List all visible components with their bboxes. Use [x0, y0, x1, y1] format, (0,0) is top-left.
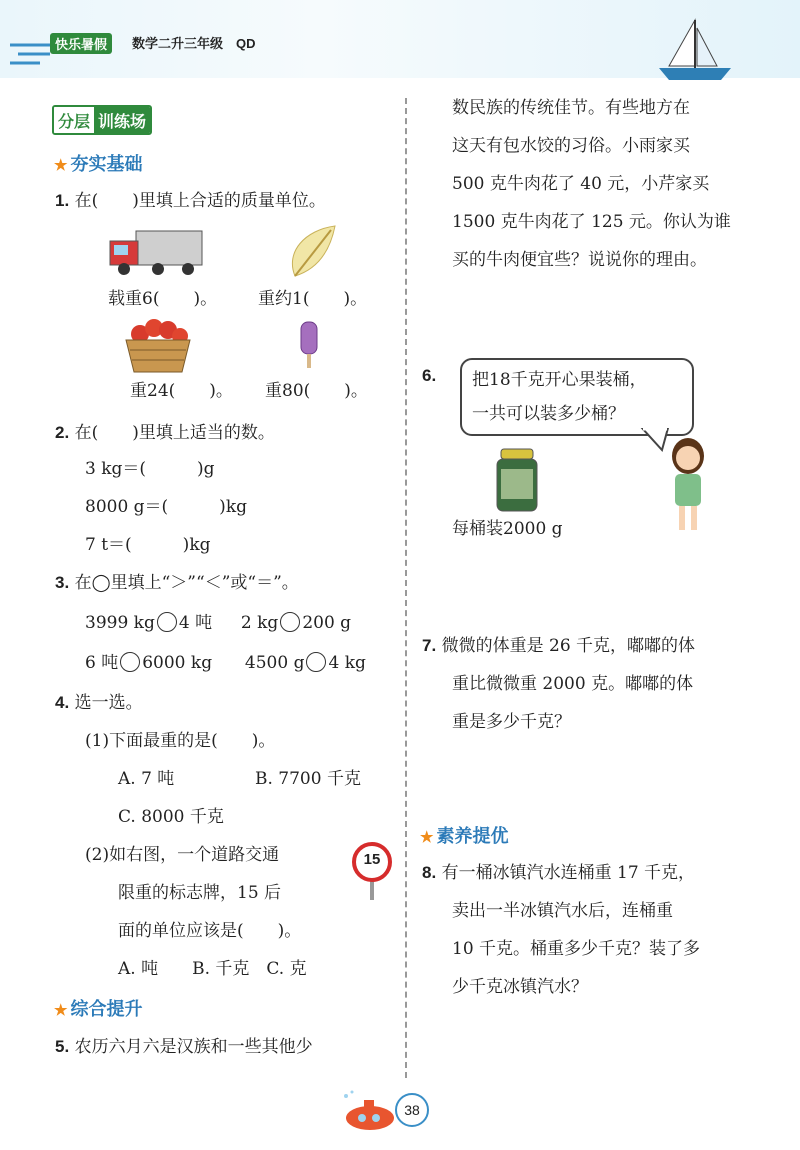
- q3-row-2: [85, 652, 366, 674]
- answer-circle[interactable]: [306, 652, 326, 672]
- question-number: 1.: [55, 191, 70, 210]
- girl-icon: [665, 436, 711, 536]
- column-divider: [405, 98, 407, 1078]
- q4-part-2-line-1: (2)如右图，一个道路交通: [85, 845, 280, 865]
- q2-line-1: 3 kg＝( )g: [85, 459, 215, 479]
- popsicle-icon: [297, 320, 321, 370]
- q2-line-2: 8000 g＝( )kg: [85, 497, 247, 517]
- bubble-line-2: 一共可以装多少桶？: [472, 404, 625, 424]
- q7-line-3: 重是多少千克？: [452, 712, 571, 732]
- question-number: 4.: [55, 693, 70, 712]
- section-badge: [52, 105, 152, 135]
- question-2: [55, 422, 275, 444]
- q3-left-value: 4500 g: [244, 653, 305, 673]
- star-icon: ★: [420, 829, 434, 846]
- q3-right-value: 6000 kg: [142, 653, 213, 673]
- nut-jar-icon: [495, 447, 539, 513]
- q4-part-1: (1)下面最重的是( )。: [85, 731, 276, 751]
- question-number: 7.: [422, 636, 437, 655]
- question-number: 3.: [55, 573, 70, 592]
- section-title-text: 综合提升: [70, 999, 143, 1019]
- badge-part-1: 分层: [54, 107, 94, 133]
- star-icon: ★: [54, 1002, 68, 1019]
- sailboat-icon: [655, 18, 735, 83]
- section-title-text: 夯实基础: [70, 154, 143, 174]
- q2-line-3: 7 t＝( )kg: [85, 535, 211, 555]
- question-text: 在( )里填上适当的数。: [74, 423, 275, 443]
- q1-item-c: 重24( )。: [130, 381, 233, 401]
- badge-part-2: 训练场: [94, 107, 150, 133]
- question-number: 8.: [422, 863, 437, 882]
- q1-item-b: 重约1( )。: [258, 289, 368, 309]
- q4-option-a: A. 7 吨: [118, 769, 175, 789]
- q5-line-4: 1500 克牛肉花了 125 元。你认为谁: [452, 212, 731, 232]
- q1-item-a: 载重6( )。: [108, 289, 218, 309]
- question-text: 选一选。: [74, 693, 143, 713]
- feather-icon: [285, 222, 341, 280]
- q4-part-2-options: A. 吨 B. 千克 C. 克: [118, 959, 307, 979]
- star-icon: ★: [54, 157, 68, 174]
- q3-left-value: 3999 kg: [85, 613, 155, 633]
- header-decoration: [10, 40, 50, 70]
- q4-part-2-line-2: 限重的标志牌，15 后: [118, 883, 282, 903]
- submarine-icon: [340, 1090, 400, 1134]
- section-title-excellence: [420, 822, 508, 848]
- bubble-line-1: 把18千克开心果装桶，: [472, 370, 647, 390]
- q1-item-d: 重80( )。: [265, 381, 368, 401]
- q8-line-2: 卖出一半冰镇汽水后，连桶重: [452, 901, 673, 921]
- q5-line-1: 数民族的传统佳节。有些地方在: [452, 98, 690, 118]
- q8-line-3: 10 千克。桶重多少千克？装了多: [452, 939, 701, 959]
- q8-line-4: 少千克冰镇汽水？: [452, 977, 588, 997]
- section-title-basic: [54, 150, 142, 176]
- q3-right-value: 4 吨: [178, 613, 213, 633]
- q3-row-1: [85, 612, 351, 634]
- q3-left-value: 2 kg: [240, 613, 279, 633]
- q5-line-5: 买的牛肉便宜些？说说你的理由。: [452, 250, 707, 270]
- q5-line-2: 这天有包水饺的习俗。小雨家买: [452, 136, 690, 156]
- jar-caption: 每桶装2000 g: [452, 519, 563, 539]
- apple-basket-icon: [124, 316, 192, 374]
- question-3: [55, 572, 299, 594]
- question-text-line: 农历六月六是汉族和一些其他少: [74, 1037, 313, 1057]
- book-subtitle: 数学二升三年级 QD: [132, 36, 256, 51]
- question-text-line: 微微的体重是 26 千克，嘟嘟的体: [441, 636, 696, 656]
- answer-circle[interactable]: [157, 612, 177, 632]
- question-5: [55, 1036, 313, 1058]
- section-title-text: 素养提优: [436, 826, 509, 846]
- q3-right-value: 4 kg: [328, 653, 366, 673]
- truck-icon: [108, 227, 204, 279]
- q3-left-value: 6 吨: [85, 653, 119, 673]
- q7-line-2: 重比微微重 2000 克。嘟嘟的体: [452, 674, 694, 694]
- question-text: 在( )里填上合适的质量单位。: [74, 191, 326, 211]
- question-7: [422, 635, 695, 657]
- book-series-tag: 快乐暑假: [50, 33, 112, 54]
- sign-number: 15: [363, 851, 381, 868]
- question-text: 在◯里填上“＞”“＜”或“＝”。: [74, 573, 299, 593]
- q4-option-b: B. 7700 千克: [255, 769, 361, 789]
- q4-part-2-line-3: 面的单位应该是( )。: [118, 921, 302, 941]
- question-4: [55, 692, 143, 714]
- section-title-advanced: [54, 995, 142, 1021]
- answer-circle[interactable]: [280, 612, 300, 632]
- question-6-number: 6.: [422, 366, 437, 385]
- question-text-line: 有一桶冰镇汽水连桶重 17 千克，: [441, 863, 696, 883]
- q3-right-value: 200 g: [302, 613, 352, 633]
- question-number: 5.: [55, 1037, 70, 1056]
- question-8: [422, 862, 695, 884]
- q4-option-c: C. 8000 千克: [118, 807, 224, 827]
- question-number: 2.: [55, 423, 70, 442]
- answer-circle[interactable]: [120, 652, 140, 672]
- question-1: [55, 190, 326, 212]
- page-number: 38: [395, 1093, 429, 1127]
- q5-line-3: 500 克牛肉花了 40 元，小芹家买: [452, 174, 710, 194]
